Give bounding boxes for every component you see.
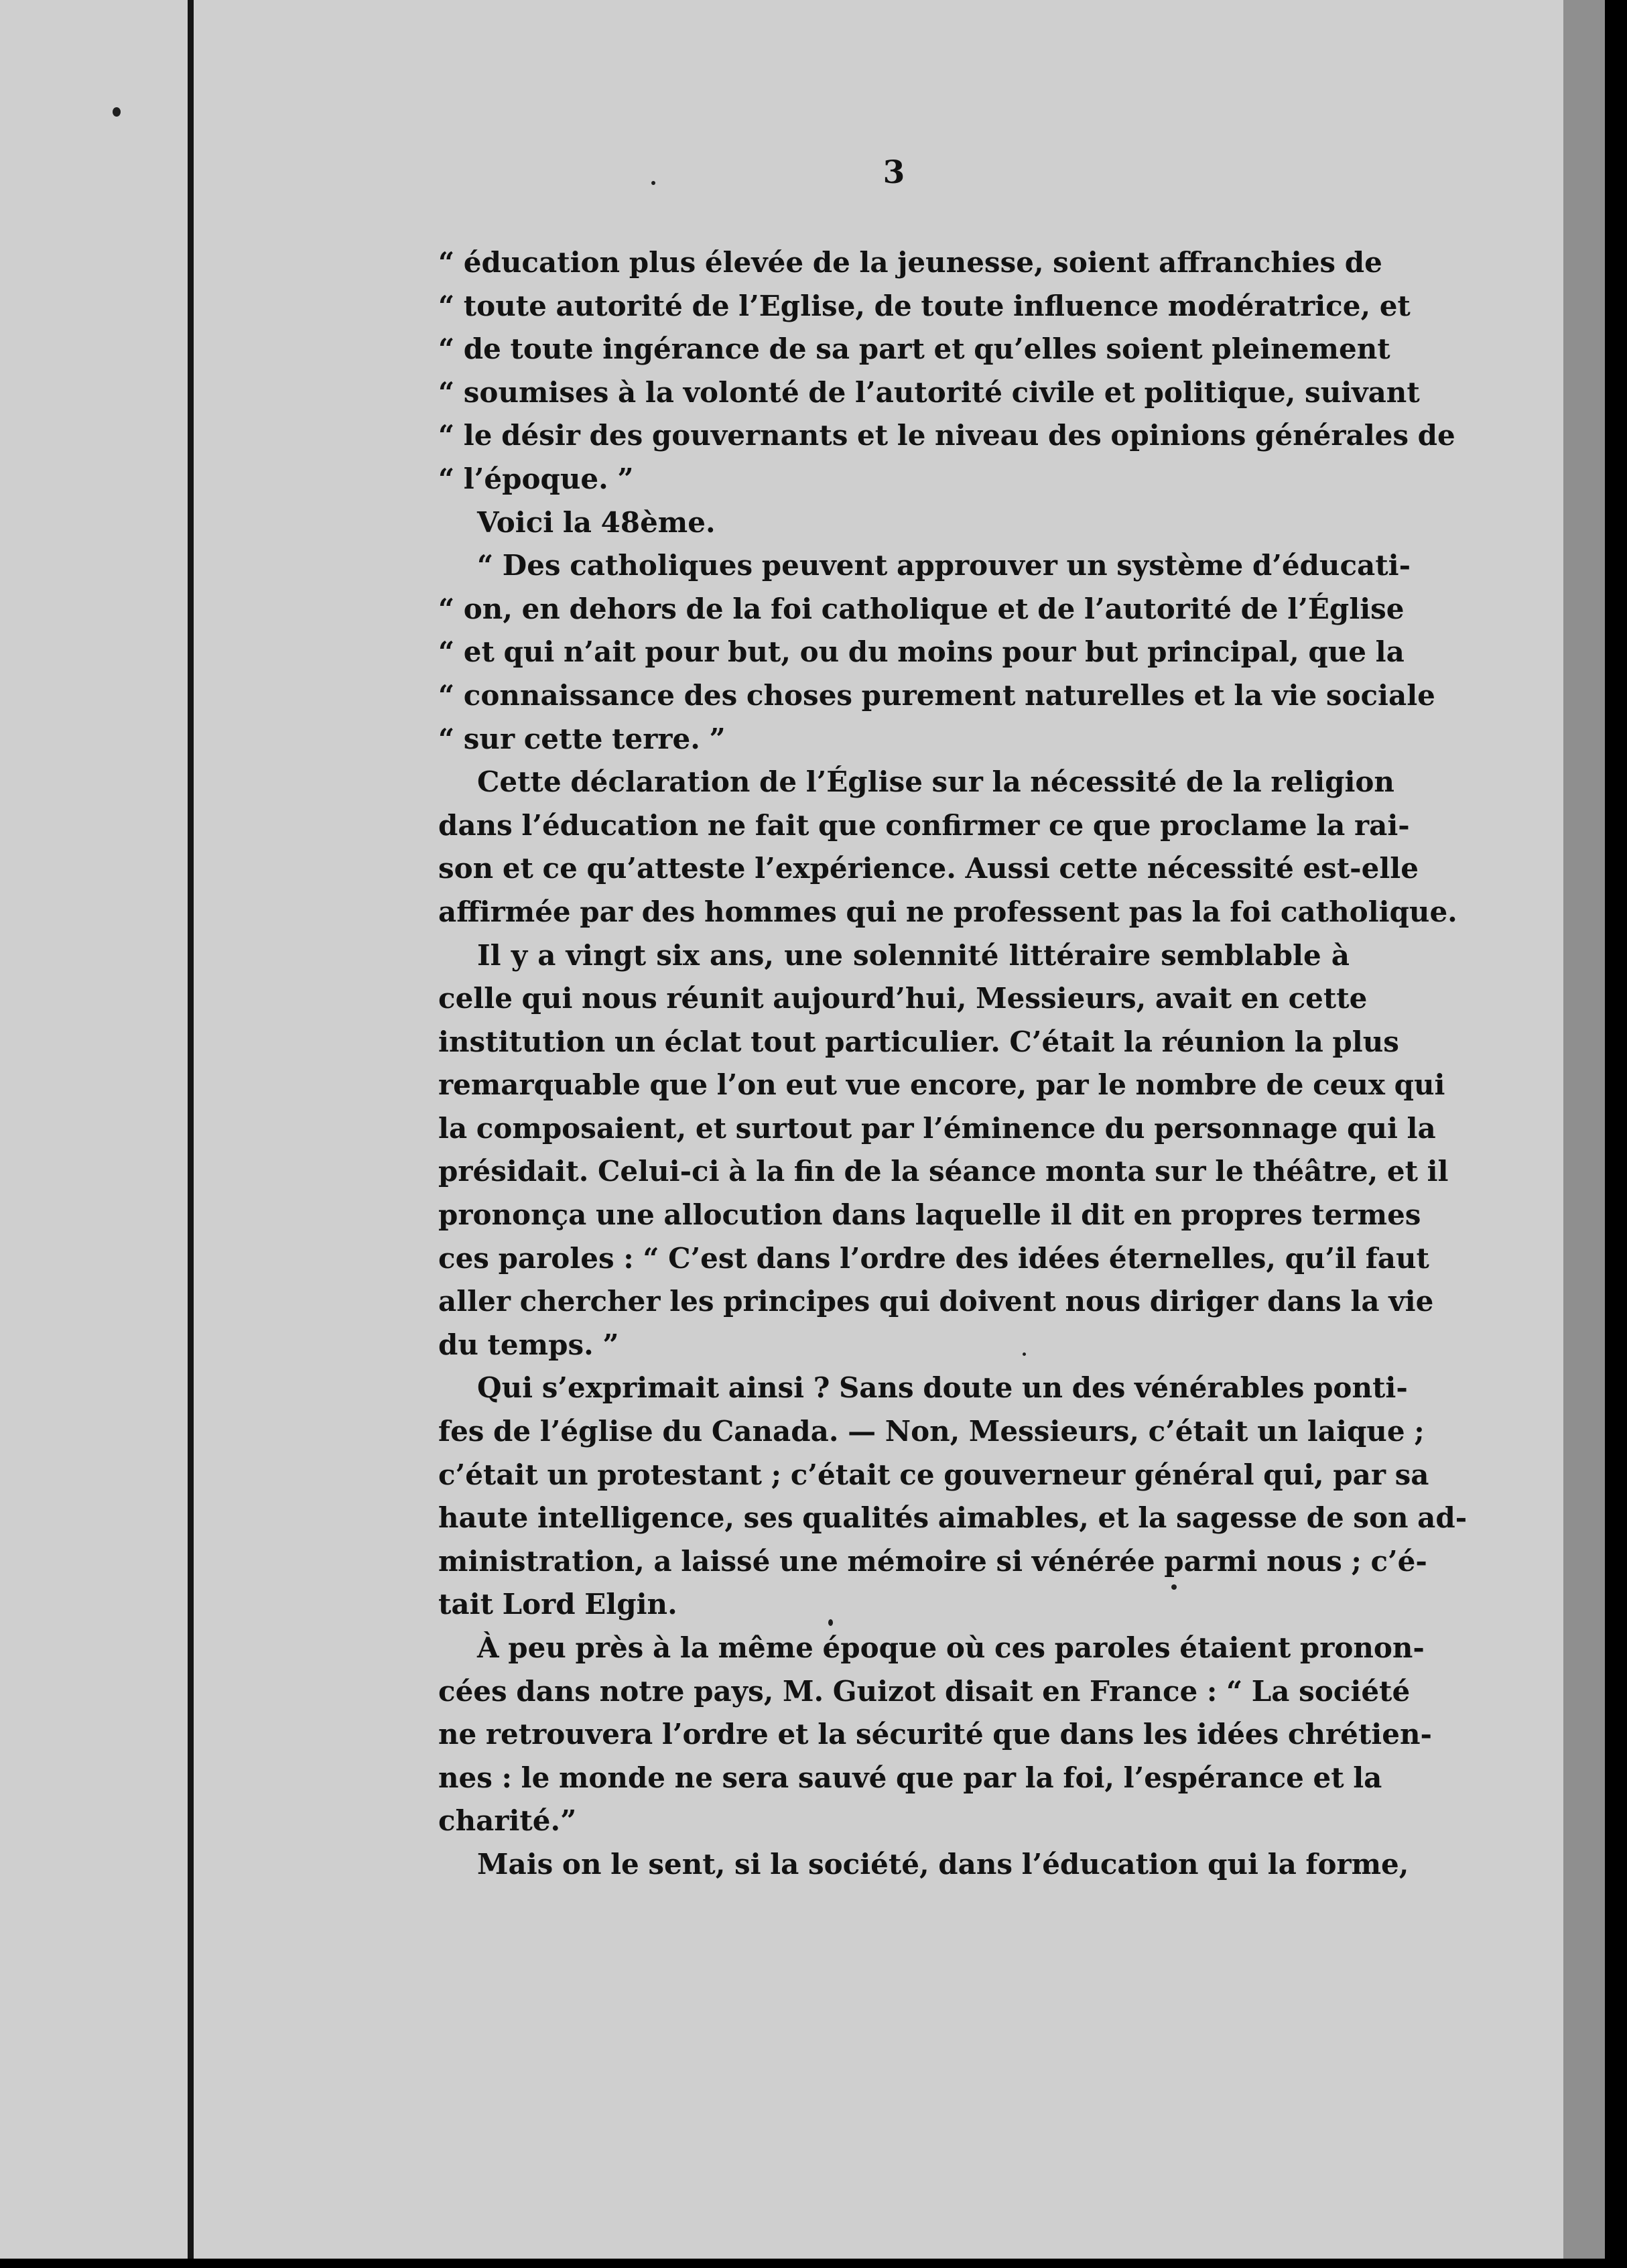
text-line: son et ce qu’atteste l’expérience. Aussi cette nécessité est-elle xyxy=(438,852,1419,885)
text-line: celle qui nous réunit aujourd’hui, Messieurs, avait en cette xyxy=(438,982,1368,1015)
text-line: “ et qui n’ait pour but, ou du moins pour but principal, que la xyxy=(438,635,1405,669)
text-line: Cette déclaration de l’Église sur la nécessité de la religion xyxy=(477,765,1394,799)
text-line: “ l’époque. ” xyxy=(438,462,634,495)
text-line: “ de toute ingérance de sa part et qu’elles soient pleinement xyxy=(438,332,1390,366)
text-line: “ éducation plus élevée de la jeunesse, soient affranchies de xyxy=(438,246,1382,279)
ink-speck xyxy=(113,107,121,117)
text-line: “ on, en dehors de la foi catholique et de l’autorité de l’Église xyxy=(438,592,1405,625)
text-line: institution un éclat tout particulier. C’était la réunion la plus xyxy=(438,1025,1399,1058)
text-line: “ connaissance des choses purement naturelles et la vie sociale xyxy=(438,678,1435,712)
text-line: “ toute autorité de l’Eglise, de toute influence modératrice, et xyxy=(438,289,1411,322)
text-line: dans l’éducation ne fait que confirmer ce que proclame la rai- xyxy=(438,808,1410,842)
text-line: cées dans notre pays, M. Guizot disait en France : “ La société xyxy=(438,1674,1411,1708)
text-line: “ soumises à la volonté de l’autorité civile et politique, suivant xyxy=(438,375,1420,409)
text-line: prononça une allocution dans laquelle il dit en propres termes xyxy=(438,1198,1421,1232)
text-line: Qui s’exprimait ainsi ? Sans doute un des vénérables ponti- xyxy=(477,1371,1408,1405)
binding-edge-line xyxy=(188,0,194,2259)
text-line: ministration, a laissé une mémoire si vénérée parmi nous ; c’é- xyxy=(438,1544,1427,1578)
text-line: “ le désir des gouvernants et le niveau des opinions générales de xyxy=(438,419,1455,452)
body-text xyxy=(438,241,1468,1887)
text-line: Voici la 48ème. xyxy=(477,505,716,539)
text-line: Mais on le sent, si la société, dans l’éducation qui la forme, xyxy=(477,1847,1409,1881)
text-line: du temps. ” xyxy=(438,1328,619,1361)
ink-speck xyxy=(651,181,655,185)
text-line: présidait. Celui-ci à la fin de la séance monta sur le théâtre, et il xyxy=(438,1155,1449,1188)
text-line: affirmée par des hommes qui ne professent pas la foi catholique. xyxy=(438,895,1457,928)
text-line: c’était un protestant ; c’était ce gouverneur général qui, par sa xyxy=(438,1458,1429,1491)
text-line: ces paroles : “ C’est dans l’ordre des idées éternelles, qu’il faut xyxy=(438,1241,1429,1275)
text-line: À peu près à la même époque où ces paroles étaient pronon- xyxy=(477,1631,1425,1664)
text-line: “ Des catholiques peuvent approuver un système d’éducati- xyxy=(477,549,1411,582)
text-line: la composaient, et surtout par l’éminence du personnage qui la xyxy=(438,1111,1436,1145)
text-line: haute intelligence, ses qualités aimables, et la sagesse de son ad- xyxy=(438,1501,1468,1535)
scan-bottom-edge xyxy=(0,2259,1627,2268)
text-line: remarquable que l’on eut vue encore, par le nombre de ceux qui xyxy=(438,1068,1445,1102)
text-line: nes : le monde ne sera sauvé que par la foi, l’espérance et la xyxy=(438,1761,1382,1794)
page-edge-shadow xyxy=(1563,0,1605,2259)
text-line: tait Lord Elgin. xyxy=(438,1588,677,1621)
text-line: aller chercher les principes qui doivent nous diriger dans la vie xyxy=(438,1285,1434,1318)
text-line: Il y a vingt six ans, une solennité littéraire semblable à xyxy=(477,938,1350,972)
text-line: fes de l’église du Canada. — Non, Messieurs, c’était un laique ; xyxy=(438,1415,1425,1448)
text-line: “ sur cette terre. ” xyxy=(438,722,726,755)
page-number: 3 xyxy=(883,154,905,191)
text-line: ne retrouvera l’ordre et la sécurité que dans les idées chrétien- xyxy=(438,1718,1432,1751)
text-line: charité.” xyxy=(438,1804,577,1838)
